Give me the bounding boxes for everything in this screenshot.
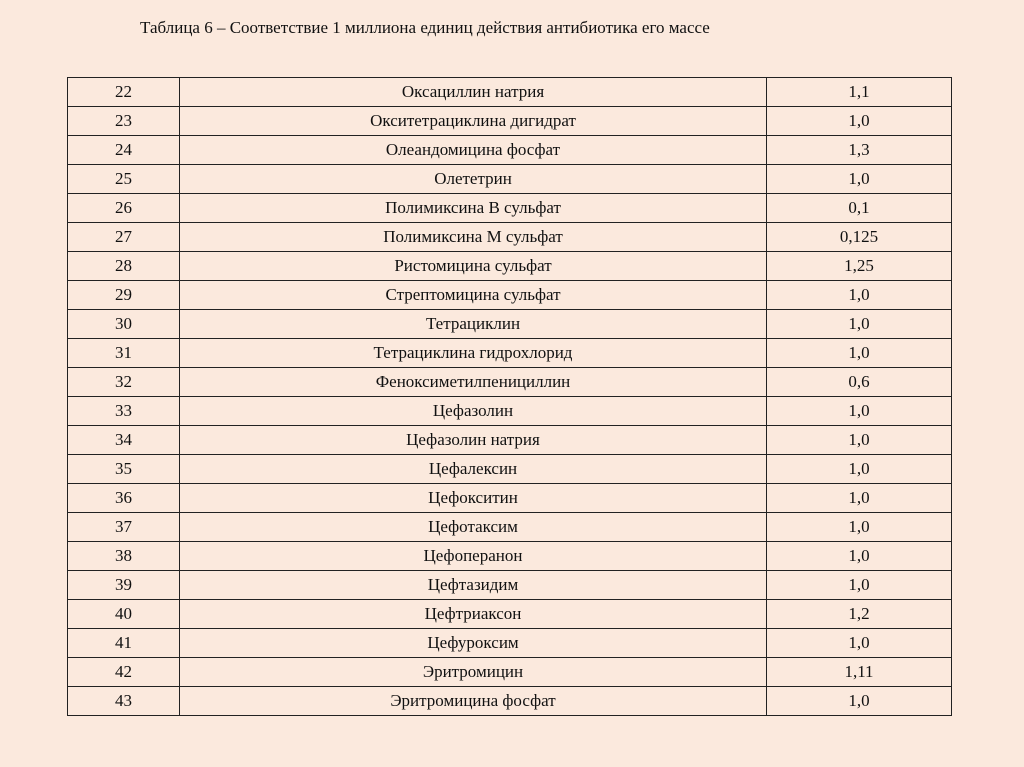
table-row bbox=[68, 513, 952, 542]
antibiotic-name-cell: Олететрин bbox=[180, 165, 767, 194]
mass-value-cell: 1,0 bbox=[767, 513, 952, 542]
mass-value-cell: 1,0 bbox=[767, 310, 952, 339]
antibiotic-name-cell: Полимиксина М сульфат bbox=[180, 223, 767, 252]
mass-value-cell: 1,0 bbox=[767, 687, 952, 716]
antibiotic-name-cell: Цефотаксим bbox=[180, 513, 767, 542]
row-number-cell: 42 bbox=[68, 658, 180, 687]
row-number-cell: 43 bbox=[68, 687, 180, 716]
table-title: Таблица 6 – Соответствие 1 миллиона единиц действия антибиотика его массе bbox=[140, 18, 710, 37]
table-body bbox=[68, 78, 952, 716]
row-number-cell: 27 bbox=[68, 223, 180, 252]
row-number-cell: 38 bbox=[68, 542, 180, 571]
table-row bbox=[68, 542, 952, 571]
mass-value-cell: 1,3 bbox=[767, 136, 952, 165]
mass-value-cell: 1,0 bbox=[767, 571, 952, 600]
antibiotic-name-cell: Тетрациклина гидрохлорид bbox=[180, 339, 767, 368]
antibiotic-name-cell: Цефуроксим bbox=[180, 629, 767, 658]
mass-value-cell: 1,0 bbox=[767, 397, 952, 426]
mass-value-cell: 1,0 bbox=[767, 165, 952, 194]
row-number-cell: 40 bbox=[68, 600, 180, 629]
mass-value-cell: 1,0 bbox=[767, 107, 952, 136]
mass-value-cell: 0,6 bbox=[767, 368, 952, 397]
row-number-cell: 32 bbox=[68, 368, 180, 397]
mass-value-cell: 1,1 bbox=[767, 78, 952, 107]
antibiotic-name-cell: Цефтриаксон bbox=[180, 600, 767, 629]
antibiotic-name-cell: Ристомицина сульфат bbox=[180, 252, 767, 281]
row-number-cell: 31 bbox=[68, 339, 180, 368]
table-row bbox=[68, 455, 952, 484]
row-number-cell: 26 bbox=[68, 194, 180, 223]
table-row bbox=[68, 629, 952, 658]
row-number-cell: 23 bbox=[68, 107, 180, 136]
table-row bbox=[68, 571, 952, 600]
mass-value-cell: 1,0 bbox=[767, 629, 952, 658]
table-row bbox=[68, 252, 952, 281]
table-row bbox=[68, 107, 952, 136]
mass-value-cell: 1,2 bbox=[767, 600, 952, 629]
antibiotic-name-cell: Цефалексин bbox=[180, 455, 767, 484]
row-number-cell: 34 bbox=[68, 426, 180, 455]
table-row bbox=[68, 194, 952, 223]
mass-value-cell: 1,0 bbox=[767, 484, 952, 513]
table-row bbox=[68, 78, 952, 107]
row-number-cell: 22 bbox=[68, 78, 180, 107]
table-row bbox=[68, 339, 952, 368]
antibiotic-name-cell: Олеандомицина фосфат bbox=[180, 136, 767, 165]
antibiotic-name-cell: Полимиксина В сульфат bbox=[180, 194, 767, 223]
antibiotic-table bbox=[67, 77, 952, 716]
table-row bbox=[68, 136, 952, 165]
table-row bbox=[68, 368, 952, 397]
antibiotic-name-cell: Оксациллин натрия bbox=[180, 78, 767, 107]
row-number-cell: 29 bbox=[68, 281, 180, 310]
antibiotic-name-cell: Эритромицина фосфат bbox=[180, 687, 767, 716]
row-number-cell: 24 bbox=[68, 136, 180, 165]
mass-value-cell: 1,0 bbox=[767, 455, 952, 484]
table-row bbox=[68, 281, 952, 310]
antibiotic-name-cell: Феноксиметилпенициллин bbox=[180, 368, 767, 397]
mass-value-cell: 1,0 bbox=[767, 339, 952, 368]
row-number-cell: 36 bbox=[68, 484, 180, 513]
mass-value-cell: 1,0 bbox=[767, 281, 952, 310]
antibiotic-name-cell: Цефазолин bbox=[180, 397, 767, 426]
table-row bbox=[68, 223, 952, 252]
mass-value-cell: 1,25 bbox=[767, 252, 952, 281]
table-row bbox=[68, 687, 952, 716]
antibiotic-name-cell: Цефокситин bbox=[180, 484, 767, 513]
mass-value-cell: 0,125 bbox=[767, 223, 952, 252]
mass-value-cell: 1,11 bbox=[767, 658, 952, 687]
antibiotic-name-cell: Цефоперанон bbox=[180, 542, 767, 571]
table-row bbox=[68, 600, 952, 629]
mass-value-cell: 1,0 bbox=[767, 426, 952, 455]
table-row bbox=[68, 165, 952, 194]
antibiotic-name-cell: Тетрациклин bbox=[180, 310, 767, 339]
antibiotic-name-cell: Цефтазидим bbox=[180, 571, 767, 600]
row-number-cell: 41 bbox=[68, 629, 180, 658]
row-number-cell: 37 bbox=[68, 513, 180, 542]
table-row bbox=[68, 310, 952, 339]
antibiotic-name-cell: Окситетрациклина дигидрат bbox=[180, 107, 767, 136]
antibiotic-name-cell: Стрептомицина сульфат bbox=[180, 281, 767, 310]
row-number-cell: 35 bbox=[68, 455, 180, 484]
row-number-cell: 33 bbox=[68, 397, 180, 426]
mass-value-cell: 1,0 bbox=[767, 542, 952, 571]
table-row bbox=[68, 426, 952, 455]
row-number-cell: 39 bbox=[68, 571, 180, 600]
row-number-cell: 30 bbox=[68, 310, 180, 339]
mass-value-cell: 0,1 bbox=[767, 194, 952, 223]
table-row bbox=[68, 397, 952, 426]
antibiotic-name-cell: Цефазолин натрия bbox=[180, 426, 767, 455]
table-row bbox=[68, 484, 952, 513]
table-row bbox=[68, 658, 952, 687]
antibiotic-name-cell: Эритромицин bbox=[180, 658, 767, 687]
row-number-cell: 28 bbox=[68, 252, 180, 281]
row-number-cell: 25 bbox=[68, 165, 180, 194]
